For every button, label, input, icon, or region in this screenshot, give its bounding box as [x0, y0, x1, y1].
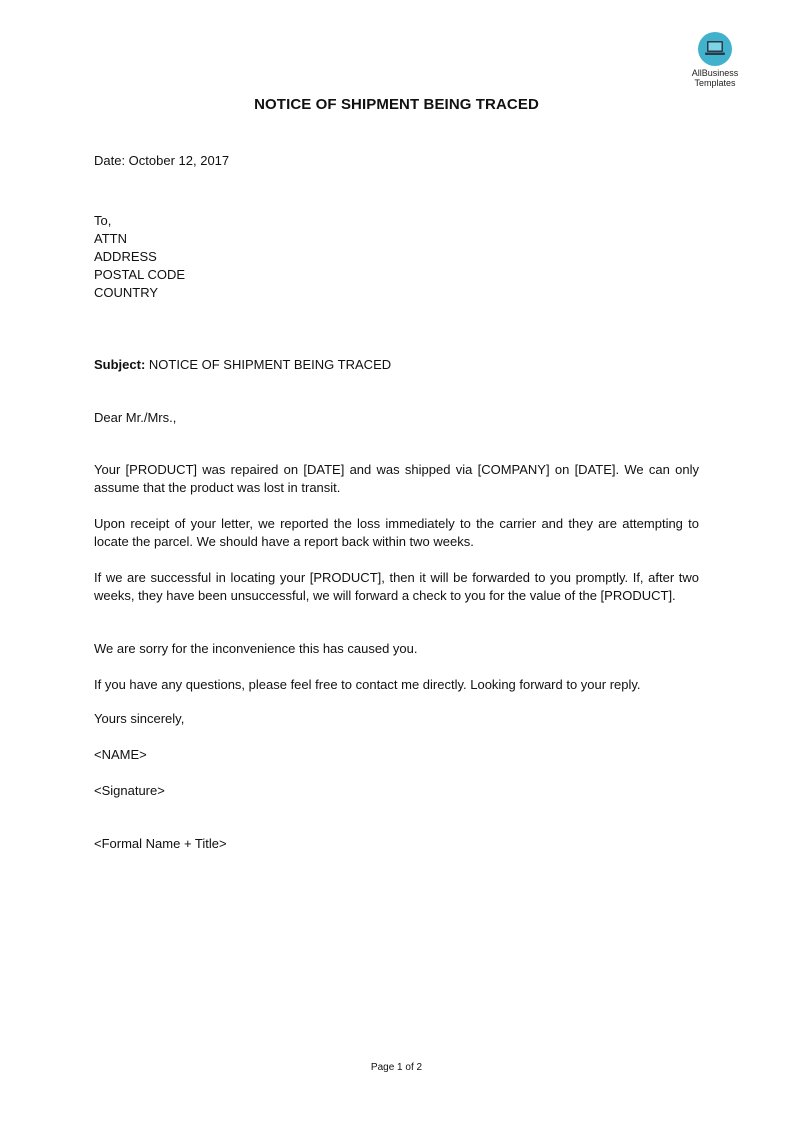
page-number: Page 1 of 2	[370, 1062, 423, 1073]
signature: <Signature>	[94, 783, 165, 798]
body-paragraph-5: If you have any questions, please feel free to contact me directly. Looking forward to your reply.	[94, 677, 641, 692]
body-paragraph-3: If we are successful in locating your [PRODUCT], then it will be forwarded to you promptly. If, after two weeks, they have been unsuccessful, we will forward a check to you for the value of the [PRODUCT].	[94, 570, 699, 603]
brand-logo	[680, 32, 750, 88]
subject-line	[94, 356, 391, 374]
date-line: Date: October 12, 2017	[94, 153, 230, 168]
address-street: ADDRESS	[94, 249, 157, 264]
salutation: Dear Mr./Mrs.,	[94, 410, 177, 425]
logo-text-line2: Templates	[694, 78, 736, 88]
subject-text: NOTICE OF SHIPMENT BEING TRACED	[145, 357, 392, 372]
formal-name-title: <Formal Name + Title>	[94, 836, 227, 851]
address-postal-code: POSTAL CODE	[94, 267, 186, 282]
subject-label: Subject:	[94, 357, 146, 372]
closing: Yours sincerely,	[94, 711, 185, 726]
address-attn: ATTN	[94, 231, 127, 246]
body-paragraph-4: We are sorry for the inconvenience this has caused you.	[94, 641, 418, 656]
body-paragraph-1: Your [PRODUCT] was repaired on [DATE] and was shipped via [COMPANY] on [DATE]. We can only assume that the product was lost in transit.	[94, 462, 699, 495]
logo-text-line1: AllBusiness	[691, 68, 739, 78]
address-country: COUNTRY	[94, 285, 159, 300]
sender-name: <NAME>	[94, 747, 147, 762]
laptop-icon	[698, 32, 732, 66]
body-paragraph-2: Upon receipt of your letter, we reported the loss immediately to the carrier and they are attempting to locate the parcel. We should have a report back within two weeks.	[94, 516, 699, 549]
page-title: NOTICE OF SHIPMENT BEING TRACED	[254, 96, 539, 113]
address-to: To,	[94, 213, 112, 228]
